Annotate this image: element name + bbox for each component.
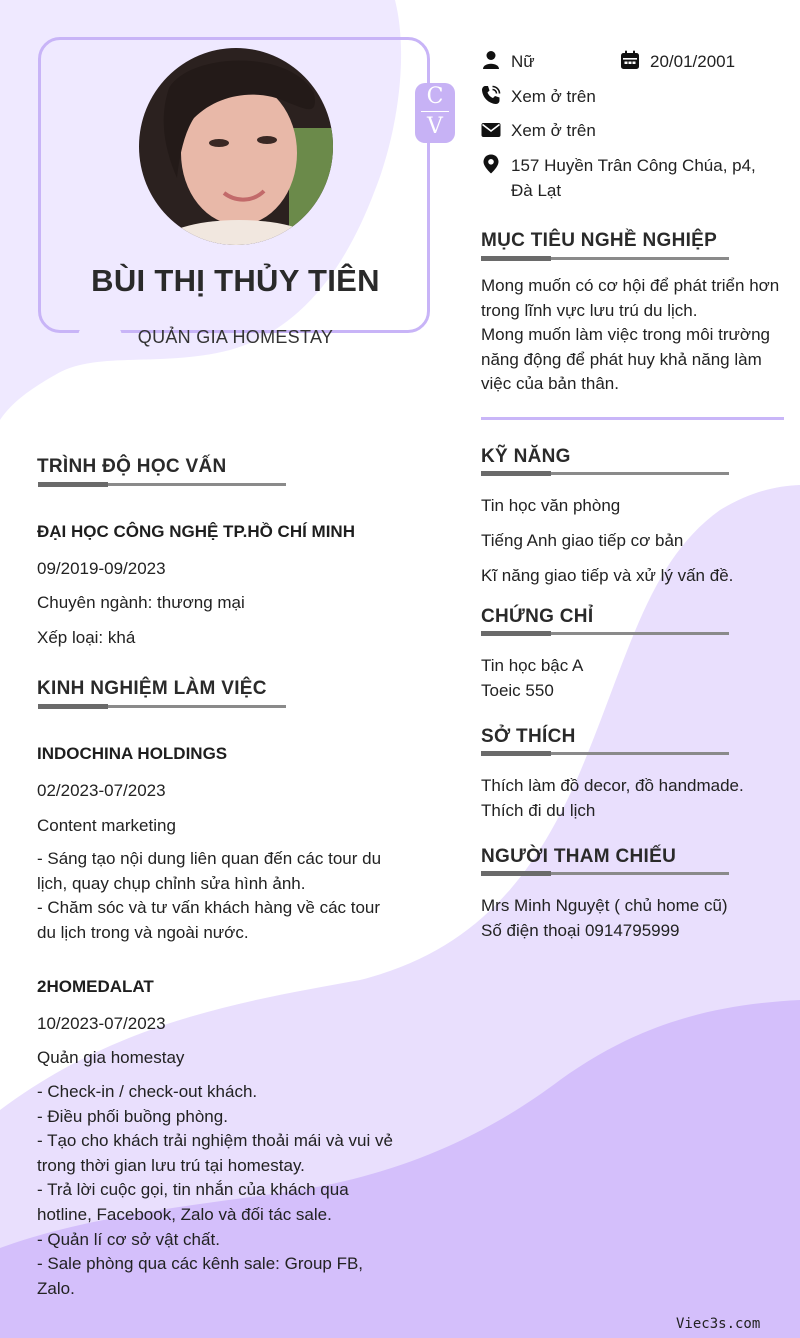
certificate-item: Tin học bậc A xyxy=(481,656,584,675)
reference-item: Mrs Minh Nguyệt ( chủ home cũ) xyxy=(481,896,728,915)
skill-item: Tiếng Anh giao tiếp cơ bản xyxy=(481,531,684,550)
objective-text xyxy=(481,274,791,397)
education-school: ĐẠI HỌC CÔNG NGHỆ TP.HỒ CHÍ MINH xyxy=(37,522,355,541)
job-description-line: lịch, quay chụp chỉnh sửa hình ảnh. xyxy=(37,873,306,893)
job-description-line: - Trả lời cuộc gọi, tin nhắn của khách qua xyxy=(37,1180,349,1200)
watermark: Viec3s.com xyxy=(676,1316,761,1332)
references-heading-rule xyxy=(481,872,729,875)
profile-photo xyxy=(139,48,333,245)
job-description-line: - Quản lí cơ sở vật chất. xyxy=(37,1229,220,1249)
job-description-line: du lịch trong và ngoài nước. xyxy=(37,922,249,942)
education-period: 09/2019-09/2023 xyxy=(37,559,166,578)
objective-line: trong lĩnh vực lưu trú du lịch. xyxy=(481,300,698,320)
phone-value: Xem ở trên xyxy=(511,87,596,106)
job-description-line: - Check-in / check-out khách. xyxy=(37,1082,258,1101)
job-description-line: - Tạo cho khách trải nghiệm thoải mái và vui vẻ xyxy=(37,1131,393,1151)
address-line-1: 157 Huyền Trân Công Chúa, p4, xyxy=(511,156,756,175)
hobby-item: Thích đi du lịch xyxy=(481,801,596,820)
job-description-line: - Điều phối buồng phòng. xyxy=(37,1106,228,1126)
hobbies-heading-rule xyxy=(481,752,729,755)
hobbies-heading: SỞ THÍCH xyxy=(481,726,576,747)
experience-heading-rule xyxy=(38,705,286,708)
phone-icon xyxy=(481,85,501,105)
birthday-value: 20/01/2001 xyxy=(650,52,736,71)
job-role: Quản gia homestay xyxy=(37,1048,185,1067)
objective-divider xyxy=(481,417,784,420)
education-rank: Xếp loại: khá xyxy=(37,628,136,647)
objective-heading: MỤC TIÊU NGHỀ NGHIỆP xyxy=(481,230,718,251)
job-company: INDOCHINA HOLDINGS xyxy=(37,744,228,763)
gender-value: Nữ xyxy=(511,52,535,71)
location-icon xyxy=(481,154,501,174)
job-period: 10/2023-07/2023 xyxy=(37,1014,166,1033)
envelope-icon xyxy=(481,120,501,140)
objective-line: năng động để phát huy khả năng làm xyxy=(481,349,762,369)
certificates-heading-rule xyxy=(481,632,729,635)
objective-line: việc của bản thân. xyxy=(481,374,619,394)
references-heading: NGƯỜI THAM CHIẾU xyxy=(481,846,677,867)
job-description xyxy=(37,1080,407,1301)
hobby-item: Thích làm đồ decor, đồ handmade. xyxy=(481,776,744,795)
objective-heading-rule xyxy=(481,257,729,260)
job-description-line: Zalo. xyxy=(37,1278,75,1298)
education-major: Chuyên ngành: thương mại xyxy=(37,593,245,612)
job-description-line: - Chăm sóc và tư vấn khách hàng về các tour xyxy=(37,898,381,918)
skill-item: Tin học văn phòng xyxy=(481,496,621,515)
certificates-heading: CHỨNG CHỈ xyxy=(481,606,594,627)
job-period: 02/2023-07/2023 xyxy=(37,781,166,800)
education-heading: TRÌNH ĐỘ HỌC VẤN xyxy=(37,456,227,477)
job-role: Content marketing xyxy=(37,816,176,835)
address-line-2: Đà Lạt xyxy=(511,181,562,200)
education-heading-rule xyxy=(38,483,286,486)
skills-heading-rule xyxy=(481,472,729,475)
job-title: QUẢN GIA HOMESTAY xyxy=(137,327,334,347)
objective-line: Mong muốn làm việc trong môi trường xyxy=(481,325,770,345)
calendar-icon xyxy=(620,50,640,70)
certificate-item: Toeic 550 xyxy=(481,681,554,700)
email-value: Xem ở trên xyxy=(511,121,596,140)
job-description-line: trong thời gian lưu trú tại homestay. xyxy=(37,1155,305,1175)
job-company: 2HOMEDALAT xyxy=(37,977,154,996)
cv-badge xyxy=(415,83,455,143)
job-description xyxy=(37,847,407,945)
job-description-line: - Sale phòng qua các kênh sale: Group FB, xyxy=(37,1254,364,1274)
skills-heading: KỸ NĂNG xyxy=(481,446,571,467)
skill-item: Kĩ năng giao tiếp và xử lý vấn đề. xyxy=(481,566,734,585)
user-icon xyxy=(481,50,501,70)
experience-heading: KINH NGHIỆM LÀM VIỆC xyxy=(37,678,267,699)
job-description-line: - Sáng tạo nội dung liên quan đến các tour du xyxy=(37,849,382,868)
reference-item: Số điện thoại 0914795999 xyxy=(481,921,680,940)
objective-line: Mong muốn có cơ hội để phát triển hơn xyxy=(481,276,780,295)
full-name: BÙI THỊ THỦY TIÊN xyxy=(91,263,380,298)
cv-badge-divider xyxy=(421,111,449,112)
cv-badge-letter-v: V xyxy=(427,114,443,139)
cv-badge-letter-c: C xyxy=(426,84,444,109)
job-description-line: hotline, Facebook, Zalo và đối tác sale. xyxy=(37,1204,332,1224)
